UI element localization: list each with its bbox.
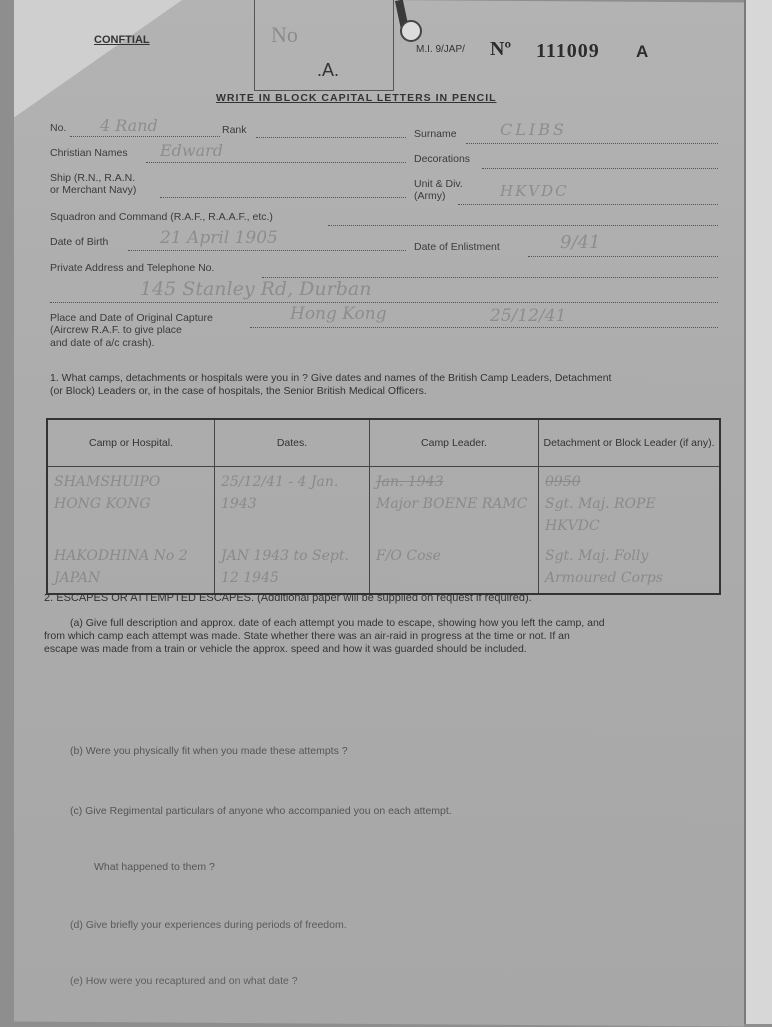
q2a-line-3: escape was made from a train or vehicle the approx. speed and how it was guarded should be included. <box>44 643 527 655</box>
form-series: A <box>636 42 649 61</box>
unit-value: HKVDC <box>500 182 569 200</box>
table-cell: SHAMSHUIPO HONG KONG <box>47 467 215 542</box>
stamp-number: No <box>271 22 298 47</box>
table-cell: 25/12/41 - 4 Jan. 1943 <box>215 467 370 542</box>
table-cell-text: Major BOENE RAMC <box>376 496 528 512</box>
unit-label-1: Unit & Div. <box>414 178 463 190</box>
instruction-heading: WRITE IN BLOCK CAPITAL LETTERS IN PENCIL <box>216 92 497 104</box>
christian-names-value: Edward <box>160 141 224 160</box>
stamp-letter: .A. <box>317 60 340 80</box>
confidential-mark: CONFTIAL <box>94 34 150 46</box>
capture-line <box>250 327 718 328</box>
registry-stamp <box>254 0 394 91</box>
dob-value: 21 April 1905 <box>160 228 278 248</box>
dob-line <box>128 250 406 251</box>
surname-line <box>466 143 718 144</box>
q2b-text: (b) Were you physically fit when you made these attempts ? <box>70 745 348 757</box>
squadron-line <box>328 225 718 226</box>
christian-names-line <box>146 162 406 163</box>
no-value: 4 Rand <box>100 116 158 135</box>
rank-label: Rank <box>222 124 247 136</box>
unit-label-2: (Army) <box>414 190 446 202</box>
q2d-text: (d) Give briefly your experiences during periods of freedom. <box>70 919 347 931</box>
col-camp-leader: Camp Leader. <box>370 419 539 467</box>
squadron-label: Squadron and Command (R.A.F., R.A.A.F., etc.) <box>50 211 273 223</box>
table-cell: HAKODHINA No 2 JAPAN <box>47 541 215 594</box>
capture-label-2: (Aircrew R.A.F. to give place <box>50 324 182 336</box>
dob-label: Date of Birth <box>50 236 109 248</box>
q2-title: 2. ESCAPES OR ATTEMPTED ESCAPES. (Additional paper will be supplied on request if required). <box>44 592 532 604</box>
no-label: No. <box>50 122 67 134</box>
christian-names-label: Christian Names <box>50 147 128 159</box>
q2e-text: (e) How were you recaptured and on what date ? <box>70 975 298 987</box>
rank-line <box>256 137 406 138</box>
capture-date-value: 25/12/41 <box>490 306 567 326</box>
table-cell: Sgt. Maj. Folly Armoured Corps <box>539 541 721 594</box>
capture-place-value: Hong Kong <box>290 304 387 324</box>
q2c-followup-text: What happened to them ? <box>94 861 215 873</box>
table-row <box>47 541 720 594</box>
table-cell-text: Sgt. Maj. ROPE HKVDC <box>545 496 656 534</box>
address-line-2 <box>50 302 718 303</box>
decorations-line <box>482 168 718 169</box>
q2c-text: (c) Give Regimental particulars of anyone who accompanied you on each attempt. <box>70 805 452 817</box>
camps-table <box>46 418 721 595</box>
enlistment-line <box>528 256 718 257</box>
address-label: Private Address and Telephone No. <box>50 262 215 274</box>
enlistment-value: 9/41 <box>560 232 601 253</box>
col-detachment-leader: Detachment or Block Leader (if any). <box>539 419 721 467</box>
surname-label: Surname <box>414 128 457 140</box>
capture-label-1: Place and Date of Original Capture <box>50 312 213 324</box>
table-cell <box>370 467 539 542</box>
decorations-label: Decorations <box>414 153 471 165</box>
q2a-line-2: from which camp each attempt was made. State whether there was an air-raid in progress at the time or not. If an <box>44 630 570 642</box>
folded-corner <box>14 0 184 119</box>
table-cell: JAN 1943 to Sept. 12 1945 <box>215 541 370 594</box>
page-edge <box>746 0 772 1024</box>
q1-text-line-2: (or Block) Leaders or, in the case of hospitals, the Senior British Medical Officers. <box>50 385 427 397</box>
enlistment-label: Date of Enlistment <box>414 241 500 253</box>
capture-label-3: and date of a/c crash). <box>50 337 155 349</box>
struck-entry: 0950 <box>545 474 581 490</box>
ref-code: M.I. 9/JAP/ <box>416 44 465 55</box>
table-cell: F/O Cose <box>370 541 539 594</box>
struck-entry: Jan. 1943 <box>376 474 444 490</box>
ship-label-2: or Merchant Navy) <box>50 184 137 196</box>
col-camp: Camp or Hospital. <box>47 419 215 467</box>
surname-value: CLIBS <box>500 120 567 139</box>
table-header-row <box>47 419 720 467</box>
punch-hole-icon <box>400 20 422 42</box>
ship-line <box>160 197 406 198</box>
table-row <box>47 467 720 542</box>
table-cell <box>539 467 721 542</box>
number-label: Nº <box>490 38 512 60</box>
address-value: 145 Stanley Rd, Durban <box>140 278 372 300</box>
q1-text-line-1: 1. What camps, detachments or hospitals were you in ? Give dates and names of the British Camp Leaders, Detachment <box>50 372 612 384</box>
ship-label-1: Ship (R.N., R.A.N. <box>50 172 136 184</box>
form-number: 111009 <box>536 40 600 62</box>
col-dates: Dates. <box>215 419 370 467</box>
no-line <box>70 136 220 137</box>
q2a-line-1: (a) Give full description and approx. date of each attempt you made to escape, showing how you left the camp, and <box>70 617 605 629</box>
unit-line <box>458 204 718 205</box>
